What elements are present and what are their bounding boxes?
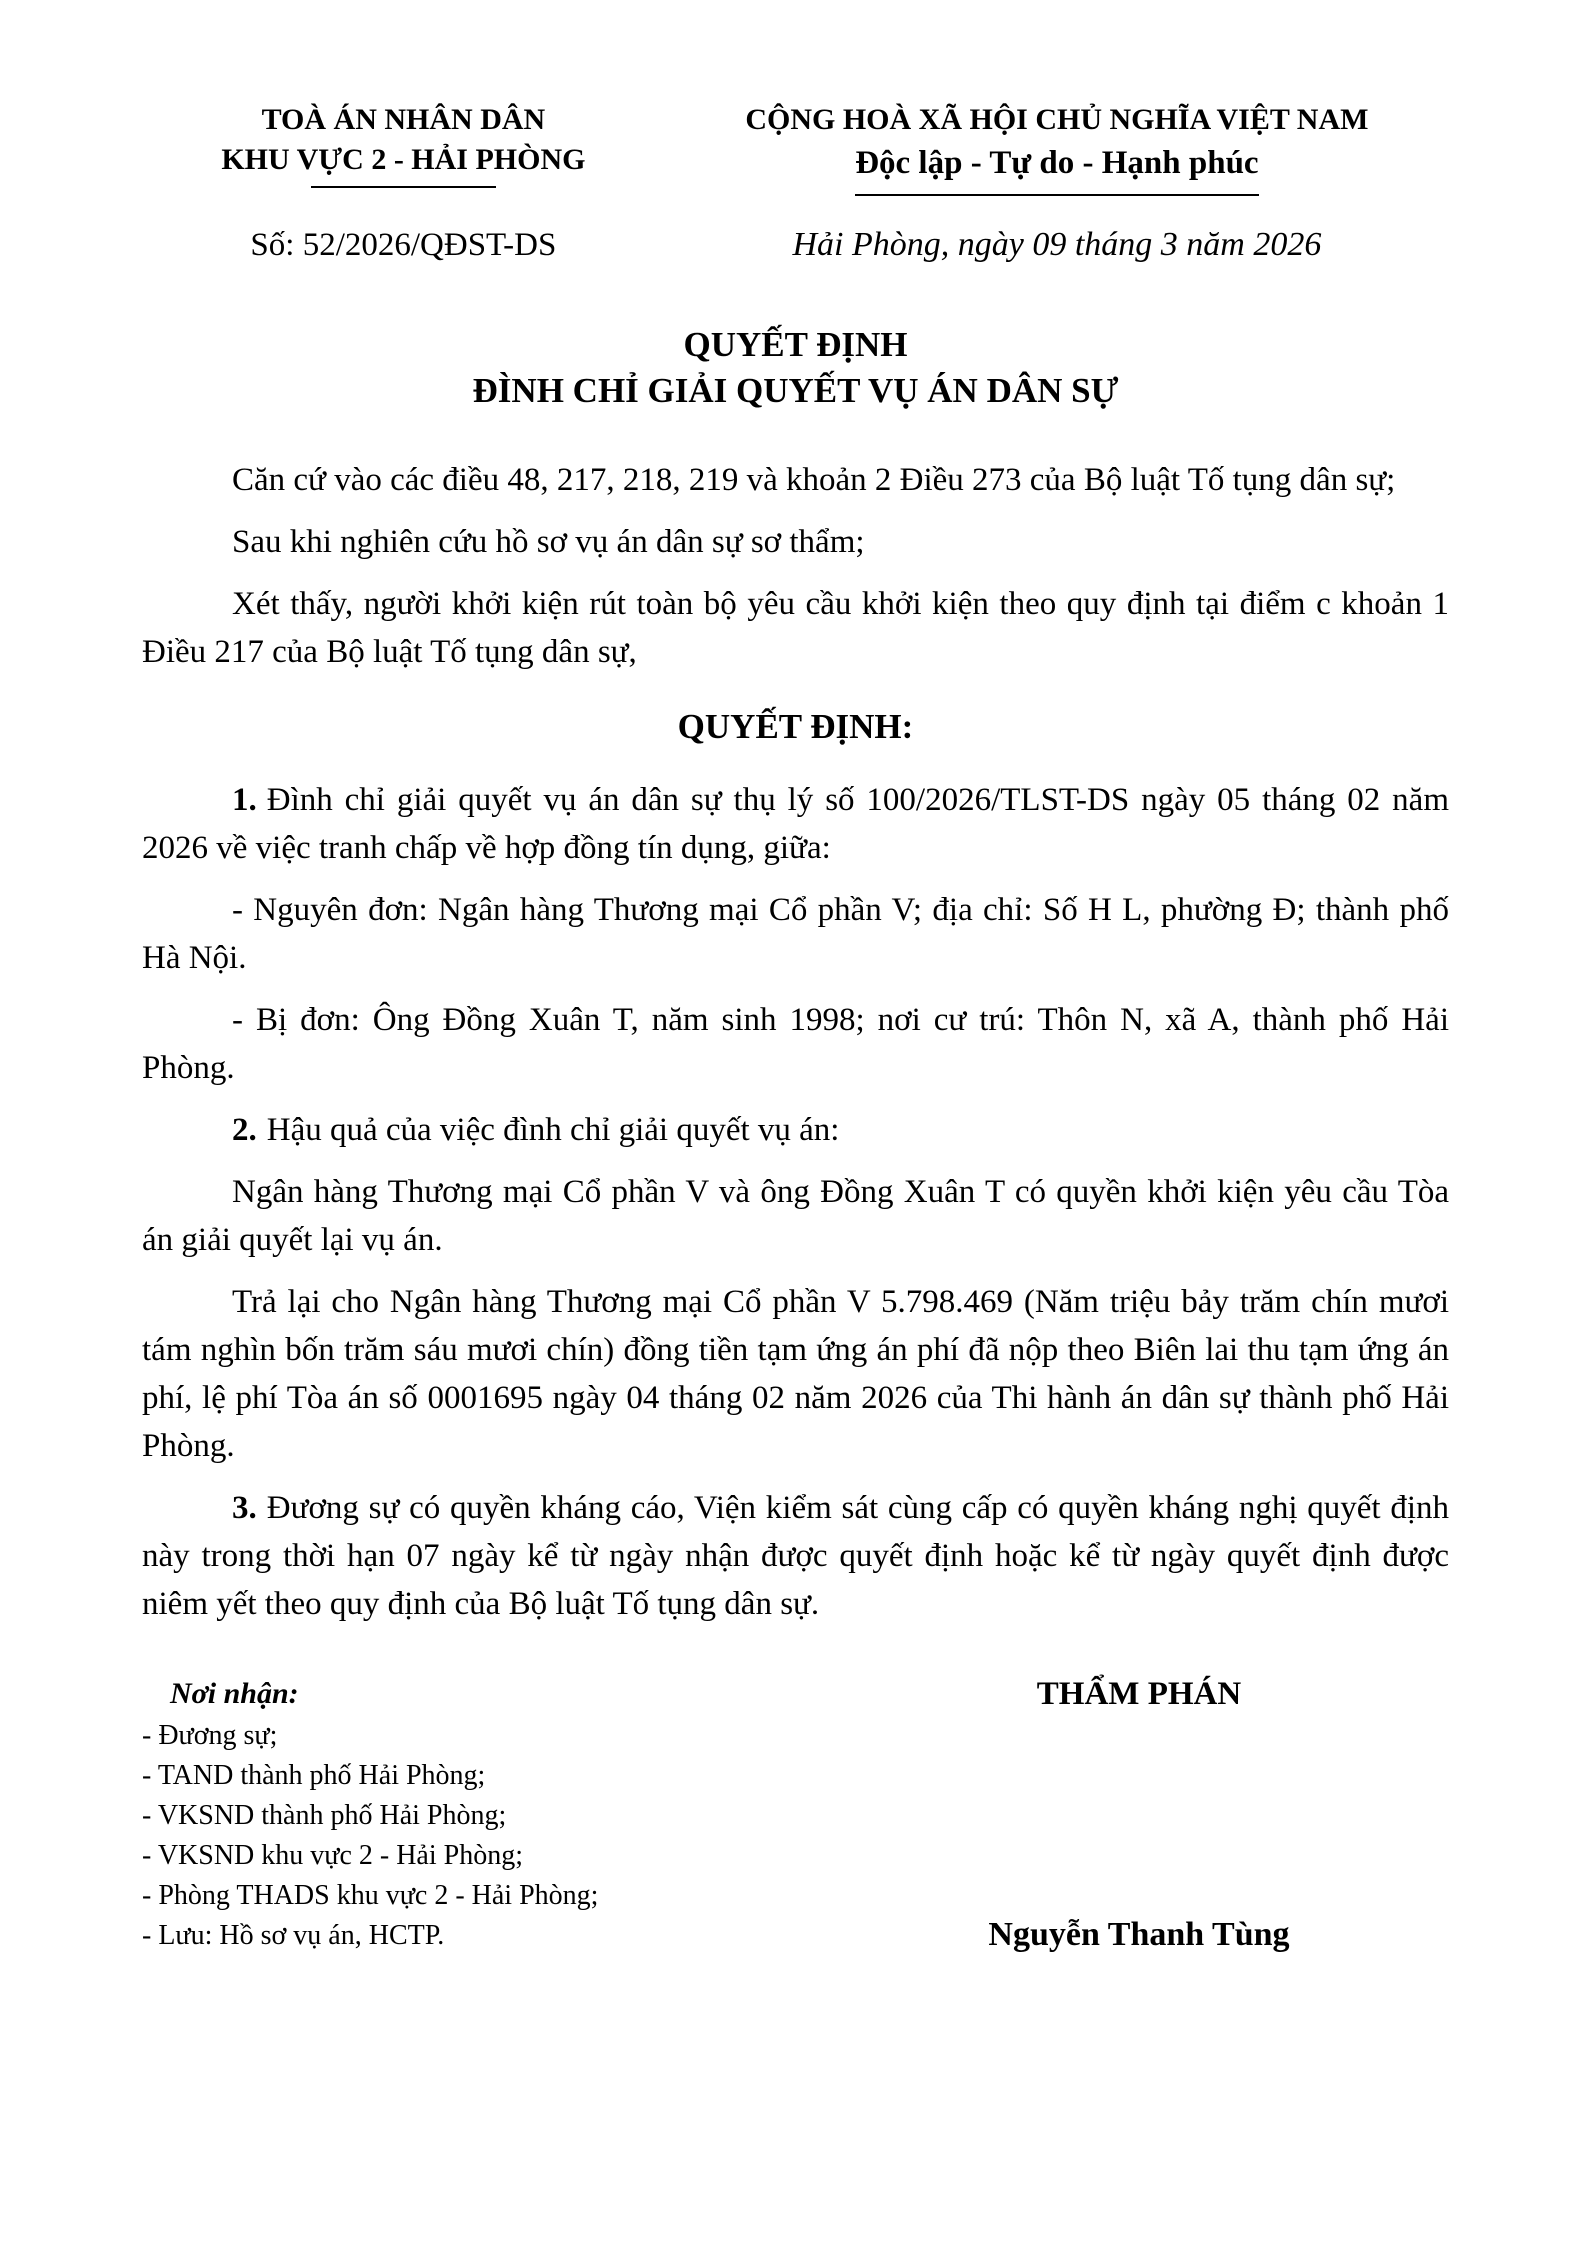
article-1-text: Đình chỉ giải quyết vụ án dân sự thụ lý số 100/2026/TLST-DS ngày 05 tháng 02 năm 2026 về việc tranh chấp về hợp đồng tín dụng, giữa:	[142, 782, 1449, 866]
article-3	[142, 1484, 1449, 1628]
signature-block	[829, 1672, 1449, 1956]
national-title: CỘNG HOÀ XÃ HỘI CHỦ NGHĨA VIỆT NAM	[745, 103, 1369, 136]
article-1-number: 1.	[232, 782, 257, 818]
national-motto-wrap	[665, 142, 1449, 196]
preamble-paragraph-3: Xét thấy, người khởi kiện rút toàn bộ yêu cầu khởi kiện theo quy định tại điểm c khoản 1 Điều 217 của Bộ luật Tố tụng dân sự,	[142, 586, 1449, 670]
article-2	[142, 1106, 1449, 1154]
document-number: Số: 52/2026/QĐST-DS	[250, 227, 557, 263]
judge-name: Nguyễn Thanh Tùng	[988, 1916, 1290, 1953]
consequence-paragraph-1: Ngân hàng Thương mại Cổ phần V và ông Đồng Xuân T có quyền khởi kiện yêu cầu Tòa án giải quyết lại vụ án.	[142, 1174, 1449, 1258]
article-1	[142, 776, 1449, 872]
meta-row	[142, 226, 1449, 264]
recipient-item: - Phòng THADS khu vực 2 - Hải Phòng;	[142, 1880, 599, 1911]
document-header	[142, 100, 1449, 196]
court-name-underline	[311, 186, 496, 188]
recipients-block	[142, 1672, 829, 1956]
document-title-line2: ĐÌNH CHỈ GIẢI QUYẾT VỤ ÁN DÂN SỰ	[472, 371, 1119, 410]
consequence-paragraph-2: Trả lại cho Ngân hàng Thương mại Cổ phần V 5.798.469 (Năm triệu bảy trăm chín mươi tám nghìn bốn trăm sáu mươi chín) đồng tiền tạm ứng án phí đã nộp theo Biên lai thu tạm ứng án phí, lệ phí Tòa án số 0001695 ngày 04 tháng 02 năm 2026 của Thi hành án dân sự thành phố Hải Phòng.	[142, 1284, 1449, 1464]
plaintiff-paragraph: - Nguyên đơn: Ngân hàng Thương mại Cổ phần V; địa chỉ: Số H L, phường Đ; thành phố Hà Nội.	[142, 892, 1449, 976]
article-2-text: Hậu quả của việc đình chỉ giải quyết vụ án:	[266, 1112, 840, 1148]
article-3-number: 3.	[232, 1490, 257, 1526]
national-motto: Độc lập - Tự do - Hạnh phúc	[855, 142, 1258, 196]
recipient-item: - VKSND thành phố Hải Phòng;	[142, 1800, 507, 1831]
recipient-item: - Lưu: Hồ sơ vụ án, HCTP.	[142, 1920, 445, 1951]
decision-body	[142, 776, 1449, 1628]
recipient-item: - Đương sự;	[142, 1720, 278, 1751]
recipient-item: - VKSND khu vực 2 - Hải Phòng;	[142, 1840, 523, 1871]
article-2-number: 2.	[232, 1112, 257, 1148]
preamble-paragraph-1: Căn cứ vào các điều 48, 217, 218, 219 và khoản 2 Điều 273 của Bộ luật Tố tụng dân sự;	[232, 462, 1396, 498]
decision-heading: QUYẾT ĐỊNH:	[677, 707, 914, 746]
document-title	[142, 322, 1449, 414]
judge-title: THẨM PHÁN	[1036, 1676, 1242, 1712]
recipient-item: - TAND thành phố Hải Phòng;	[142, 1760, 486, 1791]
court-name-block	[142, 100, 665, 196]
document-footer	[142, 1672, 1449, 1956]
article-3-text: Đương sự có quyền kháng cáo, Viện kiểm sát cùng cấp có quyền kháng nghị quyết định này trong thời hạn 07 ngày kể từ ngày nhận được quyết định hoặc kể từ ngày quyết định được niêm yết theo quy định của Bộ luật Tố tụng dân sự.	[142, 1490, 1449, 1622]
document-title-line1: QUYẾT ĐỊNH	[683, 325, 908, 364]
court-name-line1: TOÀ ÁN NHÂN DÂN	[261, 103, 546, 136]
preamble-paragraph-2: Sau khi nghiên cứu hồ sơ vụ án dân sự sơ thẩm;	[232, 524, 865, 560]
court-name-line2: KHU VỰC 2 - HẢI PHÒNG	[221, 143, 586, 176]
national-header-block	[665, 100, 1449, 196]
defendant-paragraph: - Bị đơn: Ông Đồng Xuân T, năm sinh 1998; nơi cư trú: Thôn N, xã A, thành phố Hải Phòng.	[142, 1002, 1449, 1086]
recipients-label: Nơi nhận:	[170, 1677, 299, 1710]
place-and-date: Hải Phòng, ngày 09 tháng 3 năm 2026	[792, 226, 1322, 263]
preamble-block	[142, 456, 1449, 676]
